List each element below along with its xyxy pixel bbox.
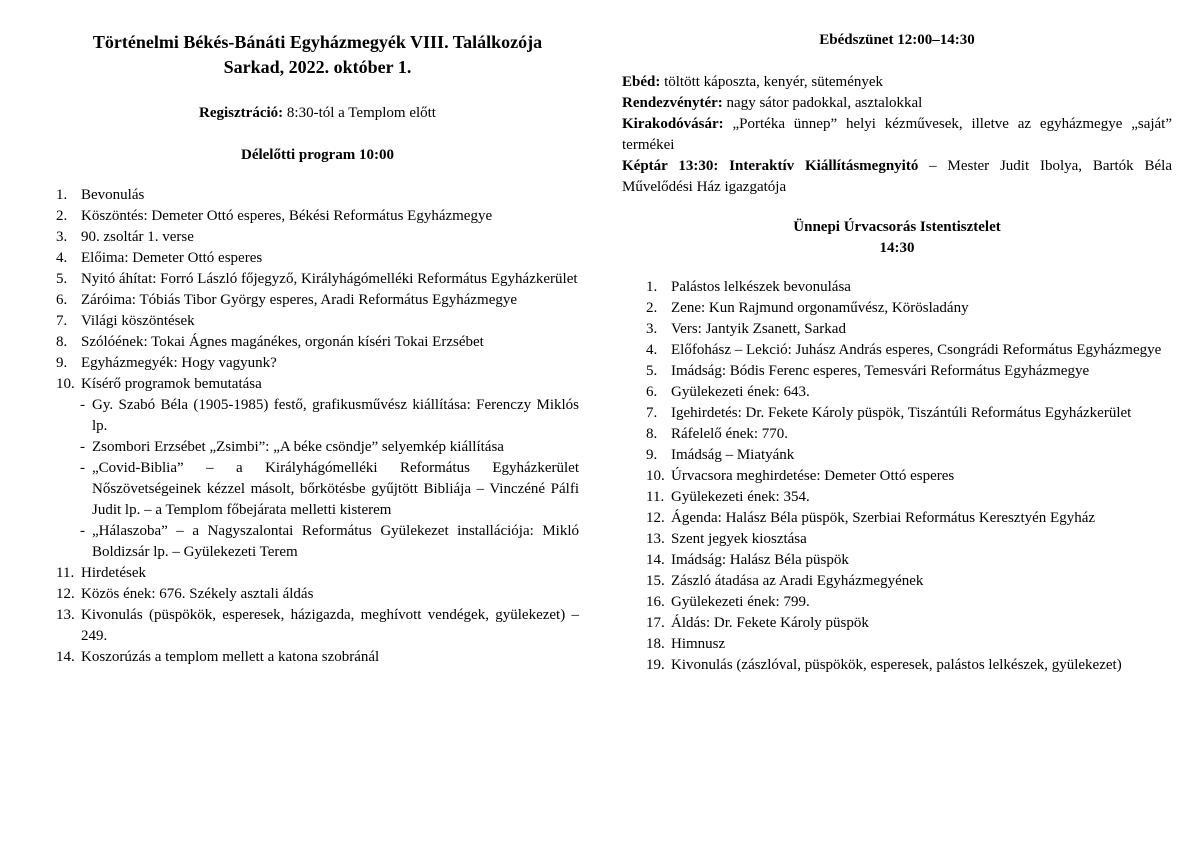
title-line-1: Történelmi Békés-Bánáti Egyházmegyék VIII. Találkozója bbox=[92, 32, 543, 52]
title-line-2: Sarkad, 2022. október 1. bbox=[223, 57, 412, 77]
item-text: Bevonulás bbox=[81, 187, 145, 203]
item-number: 4. bbox=[56, 250, 68, 266]
morning-program-heading: Délelőtti program 10:00 bbox=[240, 147, 395, 163]
morning-program-item bbox=[56, 584, 579, 605]
item-number: 13. bbox=[56, 607, 75, 623]
item-text: Köszöntés: Demeter Ottó esperes, Békési Református Egyházmegye bbox=[81, 208, 493, 224]
item-text: Zene: Kun Rajmund orgonaművész, Körösladány bbox=[671, 300, 969, 316]
item-number: 18. bbox=[646, 636, 665, 652]
service-program-item bbox=[646, 655, 1172, 676]
morning-program-item bbox=[56, 185, 579, 206]
service-program-item bbox=[646, 319, 1172, 340]
service-program-item bbox=[646, 550, 1172, 571]
service-program-item bbox=[646, 424, 1172, 445]
morning-program-item bbox=[56, 311, 579, 332]
service-heading-line-2: 14:30 bbox=[879, 240, 915, 256]
dash-bullet: - bbox=[80, 439, 85, 455]
service-heading bbox=[622, 217, 1172, 259]
accompanying-program-item bbox=[80, 395, 579, 437]
lunch-info-line bbox=[622, 72, 1172, 93]
morning-program-item bbox=[56, 332, 579, 353]
item-text: Nyitó áhítat: Forró László főjegyző, Királyhágómelléki Református Egyházkerület bbox=[81, 271, 578, 287]
item-number: 16. bbox=[646, 594, 665, 610]
item-number: 8. bbox=[646, 426, 658, 442]
item-text: Kísérő programok bemutatása bbox=[81, 376, 262, 392]
item-number: 6. bbox=[56, 292, 68, 308]
service-program-item bbox=[646, 340, 1172, 361]
service-program-item bbox=[646, 487, 1172, 508]
accompanying-programs-list bbox=[56, 395, 579, 563]
item-text: Egyházmegyék: Hogy vagyunk? bbox=[81, 355, 277, 371]
service-program-item bbox=[646, 466, 1172, 487]
item-text: Imádság: Halász Béla püspök bbox=[671, 552, 849, 568]
accompanying-program-item bbox=[80, 458, 579, 521]
item-text: Gyülekezeti ének: 354. bbox=[671, 489, 810, 505]
morning-program-item bbox=[56, 563, 579, 584]
dash-bullet: - bbox=[80, 397, 85, 413]
item-text: Záróima: Tóbiás Tibor György esperes, Aradi Református Egyházmegye bbox=[81, 292, 518, 308]
service-program-item bbox=[646, 571, 1172, 592]
info-text: nagy sátor padokkal, asztalokkal bbox=[722, 95, 923, 111]
item-number: 17. bbox=[646, 615, 665, 631]
item-number: 8. bbox=[56, 334, 68, 350]
service-program-item bbox=[646, 361, 1172, 382]
dash-bullet: - bbox=[80, 523, 85, 539]
service-program-list bbox=[622, 277, 1172, 676]
info-label: Rendezvénytér: bbox=[622, 95, 723, 111]
item-text: Vers: Jantyik Zsanett, Sarkad bbox=[671, 321, 846, 337]
item-number: 10. bbox=[56, 376, 75, 392]
registration-text: 8:30-tól a Templom előtt bbox=[283, 105, 436, 121]
info-text: „Portéka ünnep” helyi kézművesek, illetve az egyházmegye „saját” termékei bbox=[622, 116, 1172, 153]
item-text: Igehirdetés: Dr. Fekete Károly püspök, Tiszántúli Református Egyházkerület bbox=[671, 405, 1132, 421]
item-number: 11. bbox=[56, 565, 75, 581]
item-text: Zászló átadása az Aradi Egyházmegyének bbox=[671, 573, 924, 589]
item-text: Kivonulás (püspökök, esperesek, házigazda, meghívott vendégek, gyülekezet) – 249. bbox=[81, 607, 579, 644]
lunch-info-line bbox=[622, 93, 1172, 114]
item-number: 7. bbox=[56, 313, 68, 329]
morning-program-item bbox=[56, 269, 579, 290]
registration-line bbox=[56, 103, 579, 124]
accompanying-program-text: Zsombori Erzsébet „Zsimbi”: „A béke csöndje” selyemkép kiállítása bbox=[92, 439, 504, 455]
left-column bbox=[56, 0, 579, 668]
item-number: 11. bbox=[646, 489, 665, 505]
morning-program-list bbox=[56, 185, 579, 395]
item-text: Előima: Demeter Ottó esperes bbox=[81, 250, 263, 266]
dash-bullet: - bbox=[80, 460, 85, 476]
service-program-item bbox=[646, 634, 1172, 655]
item-text: Világi köszöntések bbox=[81, 313, 195, 329]
item-text: Imádság: Bódis Ferenc esperes, Temesvári Református Egyházmegye bbox=[671, 363, 1090, 379]
item-text: Közös ének: 676. Székely asztali áldás bbox=[81, 586, 314, 602]
accompanying-program-item bbox=[80, 521, 579, 563]
item-number: 9. bbox=[56, 355, 68, 371]
item-text: 90. zsoltár 1. verse bbox=[81, 229, 194, 245]
service-program-item bbox=[646, 592, 1172, 613]
item-text: Áldás: Dr. Fekete Károly püspök bbox=[671, 615, 869, 631]
item-number: 6. bbox=[646, 384, 658, 400]
morning-program-list-continued bbox=[56, 563, 579, 668]
item-number: 12. bbox=[56, 586, 75, 602]
item-number: 1. bbox=[56, 187, 68, 203]
item-text: Előfohász – Lekció: Juhász András esperes, Csongrádi Református Egyházmegye bbox=[671, 342, 1162, 358]
morning-program-item bbox=[56, 605, 579, 647]
lunch-info-line bbox=[622, 156, 1172, 198]
service-program-item bbox=[646, 298, 1172, 319]
item-text: Gyülekezeti ének: 799. bbox=[671, 594, 810, 610]
right-column bbox=[622, 0, 1172, 676]
info-text: töltött káposzta, kenyér, sütemények bbox=[660, 74, 884, 90]
accompanying-program-text: „Hálaszoba” – a Nagyszalontai Református Gyülekezet installációja: Mikló Boldizsár lp. – Gyülekezeti Terem bbox=[92, 523, 579, 560]
item-text: Koszorúzás a templom mellett a katona szobránál bbox=[81, 649, 380, 665]
item-number: 1. bbox=[646, 279, 658, 295]
item-number: 4. bbox=[646, 342, 658, 358]
item-number: 5. bbox=[646, 363, 658, 379]
item-text: Palástos lelkészek bevonulása bbox=[671, 279, 851, 295]
morning-program-item bbox=[56, 353, 579, 374]
page-title bbox=[56, 30, 579, 80]
morning-program-item bbox=[56, 206, 579, 227]
item-number: 3. bbox=[646, 321, 658, 337]
morning-program-item bbox=[56, 374, 579, 395]
morning-program-item bbox=[56, 248, 579, 269]
item-number: 2. bbox=[56, 208, 68, 224]
service-program-item bbox=[646, 613, 1172, 634]
item-number: 5. bbox=[56, 271, 68, 287]
info-text: – Mester Judit Ibolya, Bartók Béla Művelődési Ház igazgatója bbox=[622, 158, 1172, 195]
morning-program-item bbox=[56, 227, 579, 248]
item-number: 9. bbox=[646, 447, 658, 463]
item-number: 14. bbox=[646, 552, 665, 568]
accompanying-program-item bbox=[80, 437, 579, 458]
item-text: Szólóének: Tokai Ágnes magánékes, orgonán kíséri Tokai Erzsébet bbox=[81, 334, 484, 350]
item-text: Ágenda: Halász Béla püspök, Szerbiai Református Keresztyén Egyház bbox=[671, 510, 1096, 526]
info-label: Ebéd: bbox=[622, 74, 661, 90]
service-program-item bbox=[646, 403, 1172, 424]
lunch-info-block bbox=[622, 72, 1172, 198]
item-text: Gyülekezeti ének: 643. bbox=[671, 384, 810, 400]
accompanying-program-text: Gy. Szabó Béla (1905-1985) festő, grafikusművész kiállítása: Ferenczy Miklós lp. bbox=[92, 397, 579, 434]
registration-label: Regisztráció: bbox=[199, 105, 284, 121]
item-text: Kivonulás (zászlóval, püspökök, esperesek, palástos lelkészek, gyülekezet) bbox=[671, 657, 1122, 673]
info-label: Képtár 13:30: Interaktív Kiállításmegnyitó bbox=[622, 158, 919, 174]
item-number: 12. bbox=[646, 510, 665, 526]
morning-program-item bbox=[56, 290, 579, 311]
item-number: 13. bbox=[646, 531, 665, 547]
service-program-item bbox=[646, 382, 1172, 403]
lunch-info-line bbox=[622, 114, 1172, 156]
item-text: Szent jegyek kiosztása bbox=[671, 531, 807, 547]
service-program-item bbox=[646, 508, 1172, 529]
item-text: Imádság – Miatyánk bbox=[671, 447, 795, 463]
service-program-item bbox=[646, 277, 1172, 298]
item-number: 7. bbox=[646, 405, 658, 421]
item-text: Hirdetések bbox=[81, 565, 146, 581]
item-text: Himnusz bbox=[671, 636, 726, 652]
service-program-item bbox=[646, 529, 1172, 550]
item-number: 10. bbox=[646, 468, 665, 484]
morning-program-item bbox=[56, 647, 579, 668]
service-heading-line-1: Ünnepi Úrvacsorás Istentisztelet bbox=[793, 219, 1001, 235]
service-program-item bbox=[646, 445, 1172, 466]
accompanying-program-text: „Covid-Biblia” – a Királyhágómelléki Református Egyházkerület Nőszövetségeinek kézzel másolt, bőrkötésbe gyűjtött Bibliája – Vinczéné Pálfi Judit lp. – a Templom főbejárata melletti kisterem bbox=[92, 460, 579, 518]
item-number: 19. bbox=[646, 657, 665, 673]
item-number: 3. bbox=[56, 229, 68, 245]
item-text: Ráfelelő ének: 770. bbox=[671, 426, 789, 442]
info-label: Kirakodóvásár: bbox=[622, 116, 724, 132]
item-text: Úrvacsora meghirdetése: Demeter Ottó esperes bbox=[671, 468, 955, 484]
item-number: 14. bbox=[56, 649, 75, 665]
lunch-break-heading: Ebédszünet 12:00–14:30 bbox=[819, 32, 975, 48]
item-number: 2. bbox=[646, 300, 658, 316]
item-number: 15. bbox=[646, 573, 665, 589]
